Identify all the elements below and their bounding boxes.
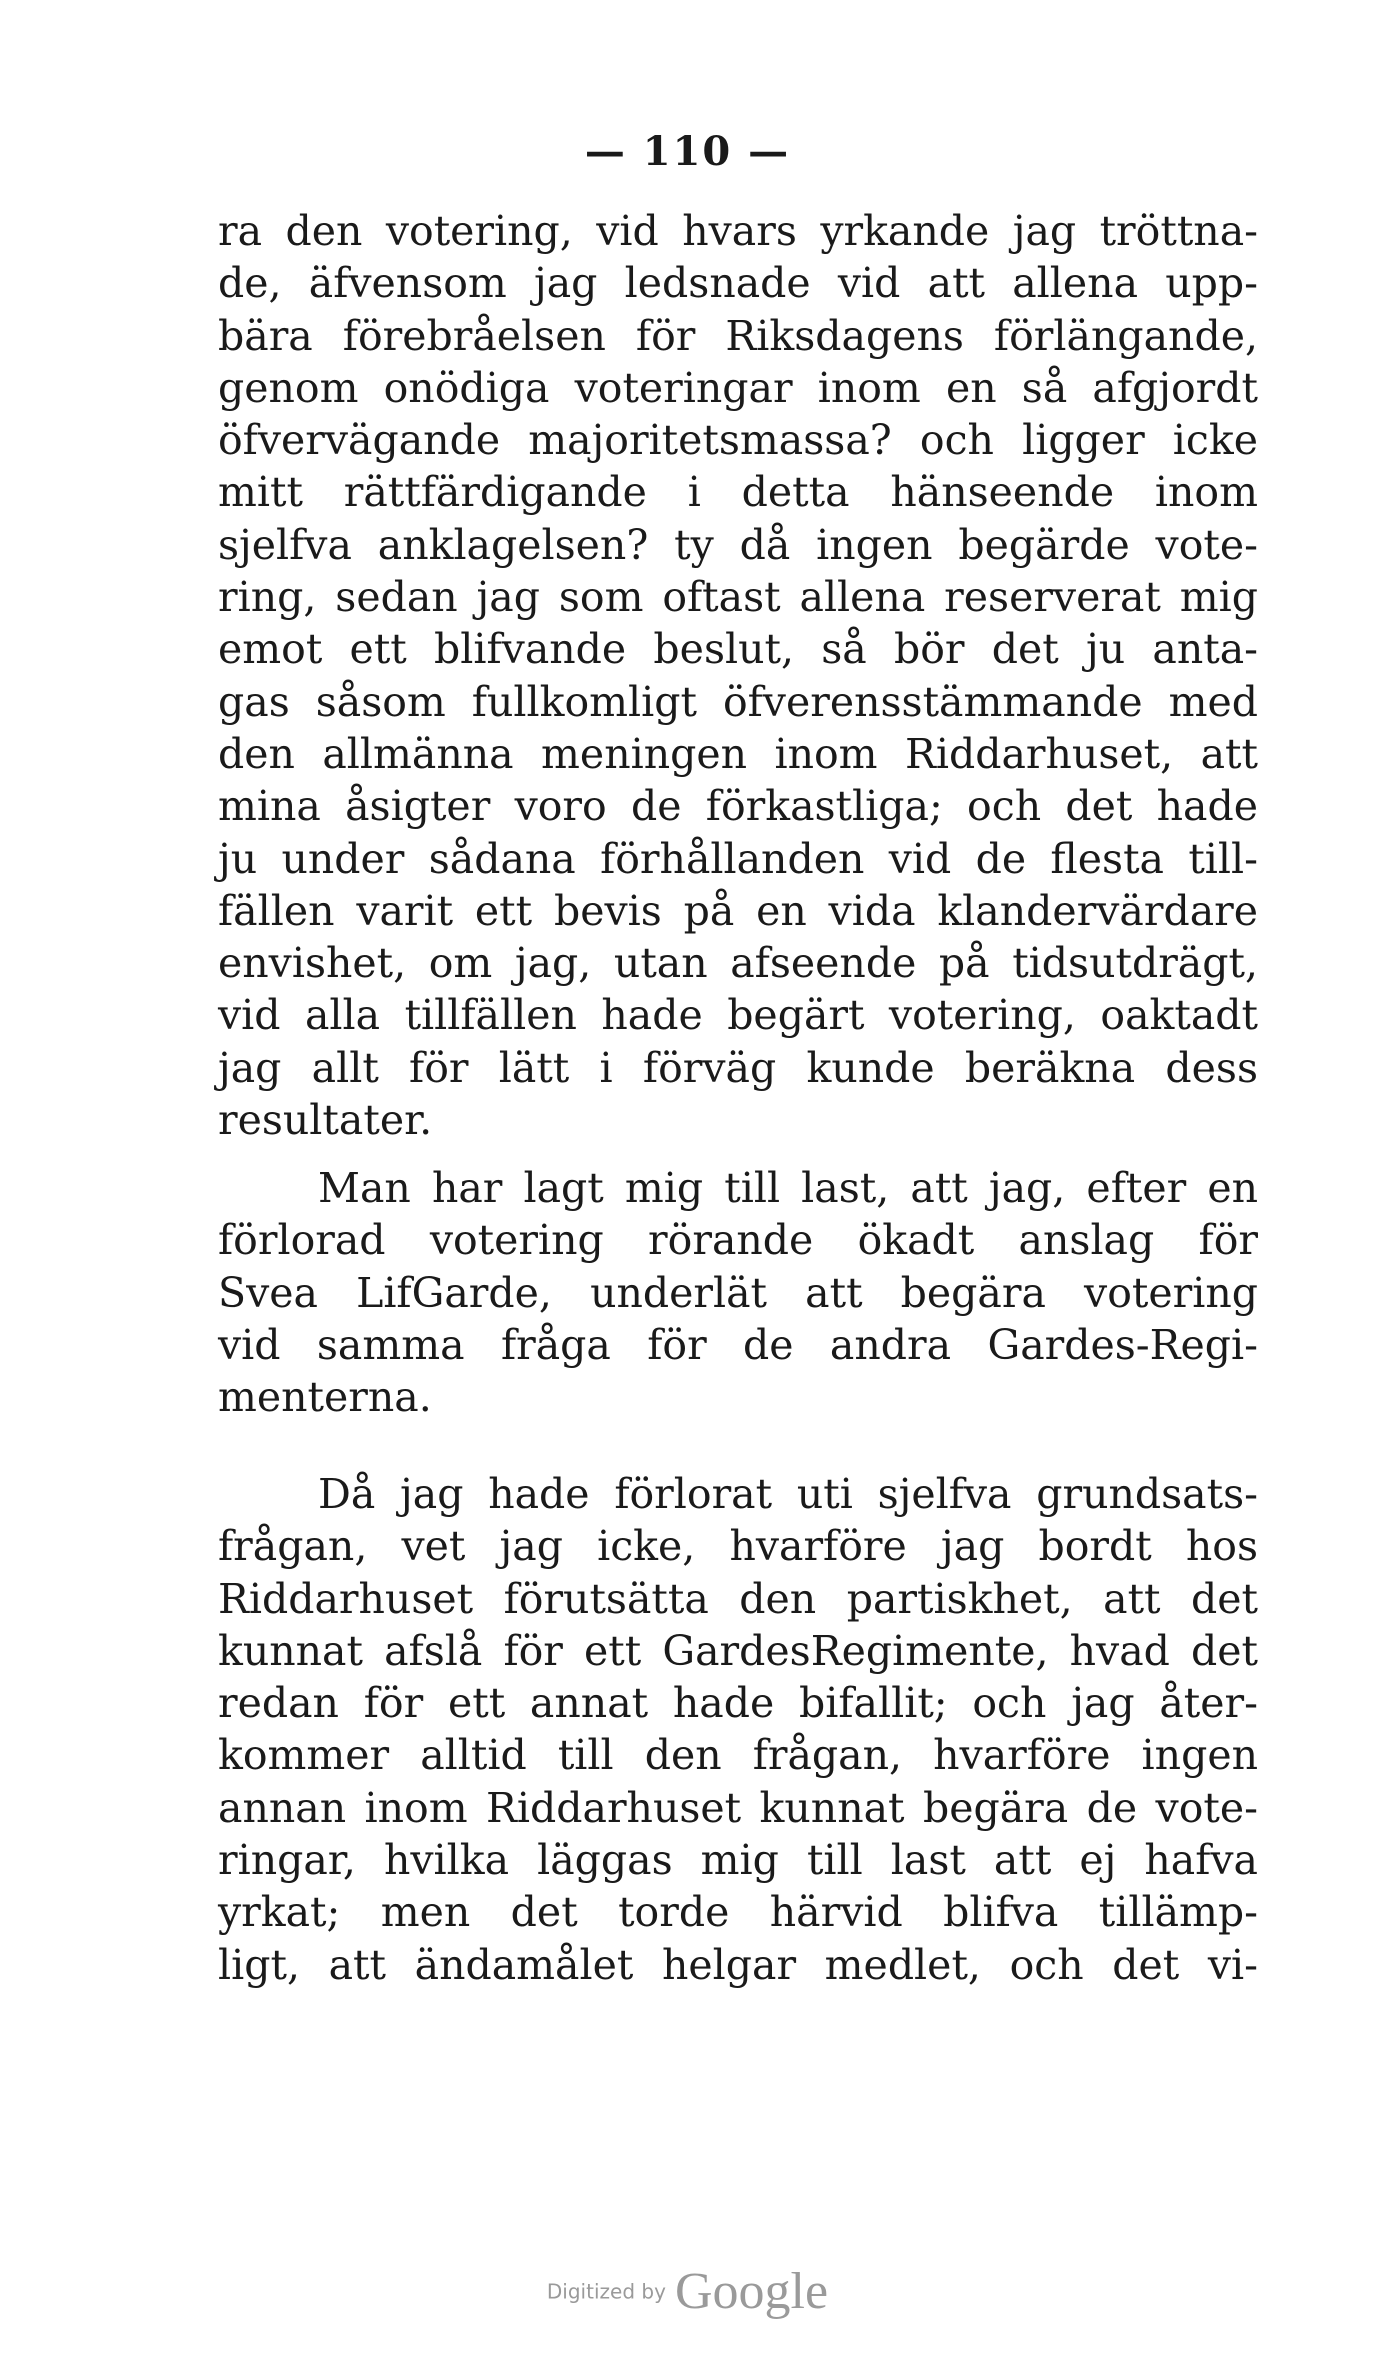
text-line: Man har lagt mig till last, att jag, efter en	[318, 1164, 1258, 1212]
text-line: ra den votering, vid hvars yrkande jag tröttna-	[218, 207, 1258, 255]
text-line: mitt rättfärdigande i detta hänseende inom	[218, 468, 1258, 517]
text-line: envishet, om jag, utan afseende på tidsutdrägt,	[218, 939, 1258, 988]
text-line: förlorad votering rörande ökadt anslag för	[218, 1216, 1258, 1265]
paragraph-2	[218, 1162, 1258, 1423]
text-line: den allmänna meningen inom Riddarhuset, att	[218, 729, 1258, 778]
text-line: sjelfva anklagelsen? ty då ingen begärde vote-	[218, 520, 1258, 569]
text-line: fällen varit ett bevis på en vida klandervärdare	[218, 886, 1258, 935]
text-line: bära förebråelsen för Riksdagens förlängande,	[218, 311, 1258, 360]
text-line: vid samma fråga för de andra Gardes-Regi-	[218, 1320, 1258, 1369]
page-number: — 110 —	[584, 128, 791, 175]
text-line: emot ett blifvande beslut, så bör det ju anta-	[218, 625, 1258, 674]
text-line: redan för ett annat hade bifallit; och jag åter-	[218, 1679, 1258, 1728]
text-line: de, äfvensom jag ledsnade vid att allena upp-	[218, 259, 1258, 308]
text-line: annan inom Riddarhuset kunnat begära de vote-	[218, 1783, 1258, 1832]
text-line: Då jag hade förlorat uti sjelfva grundsats-	[318, 1470, 1258, 1518]
text-line: resultater.	[218, 1096, 433, 1145]
paragraph-3	[218, 1468, 1258, 1991]
text-line: kunnat afslå för ett GardesRegimente, hvad det	[218, 1626, 1258, 1675]
digitization-watermark	[0, 2262, 1375, 2321]
text-line: vid alla tillfällen hade begärt votering, oaktadt	[218, 991, 1258, 1040]
text-line: genom onödiga voteringar inom en så afgjordt	[218, 363, 1258, 412]
text-line: öfvervägande majoritetsmassa? och ligger icke	[218, 416, 1258, 465]
text-line: ligt, att ändamålet helgar medlet, och det vi-	[218, 1940, 1258, 1989]
text-line: ju under sådana förhållanden vid de flesta till-	[218, 834, 1258, 883]
text-line: frågan, vet jag icke, hvarföre jag bordt hos	[218, 1522, 1258, 1571]
text-line: Svea LifGarde, underlät att begära votering	[218, 1268, 1258, 1317]
text-line: yrkat; men det torde härvid blifva tillämp-	[218, 1888, 1258, 1937]
watermark-brand: Google	[675, 2263, 829, 2320]
paragraph-1	[218, 205, 1258, 1146]
text-line: Riddarhuset förutsätta den partiskhet, att det	[218, 1574, 1258, 1623]
text-line: mina åsigter voro de förkastliga; och det hade	[218, 782, 1258, 831]
text-line: gas såsom fullkomligt öfverensstämmande med	[218, 677, 1258, 726]
text-line: menterna.	[218, 1373, 432, 1422]
watermark-prefix: Digitized by	[546, 2279, 666, 2304]
text-line: ringar, hvilka läggas mig till last att ej hafva	[218, 1836, 1258, 1885]
text-line: jag allt för lätt i förväg kunde beräkna dess	[218, 1043, 1258, 1092]
text-line: ring, sedan jag som oftast allena reserverat mig	[218, 573, 1258, 622]
text-line: kommer alltid till den frågan, hvarföre ingen	[218, 1731, 1258, 1780]
